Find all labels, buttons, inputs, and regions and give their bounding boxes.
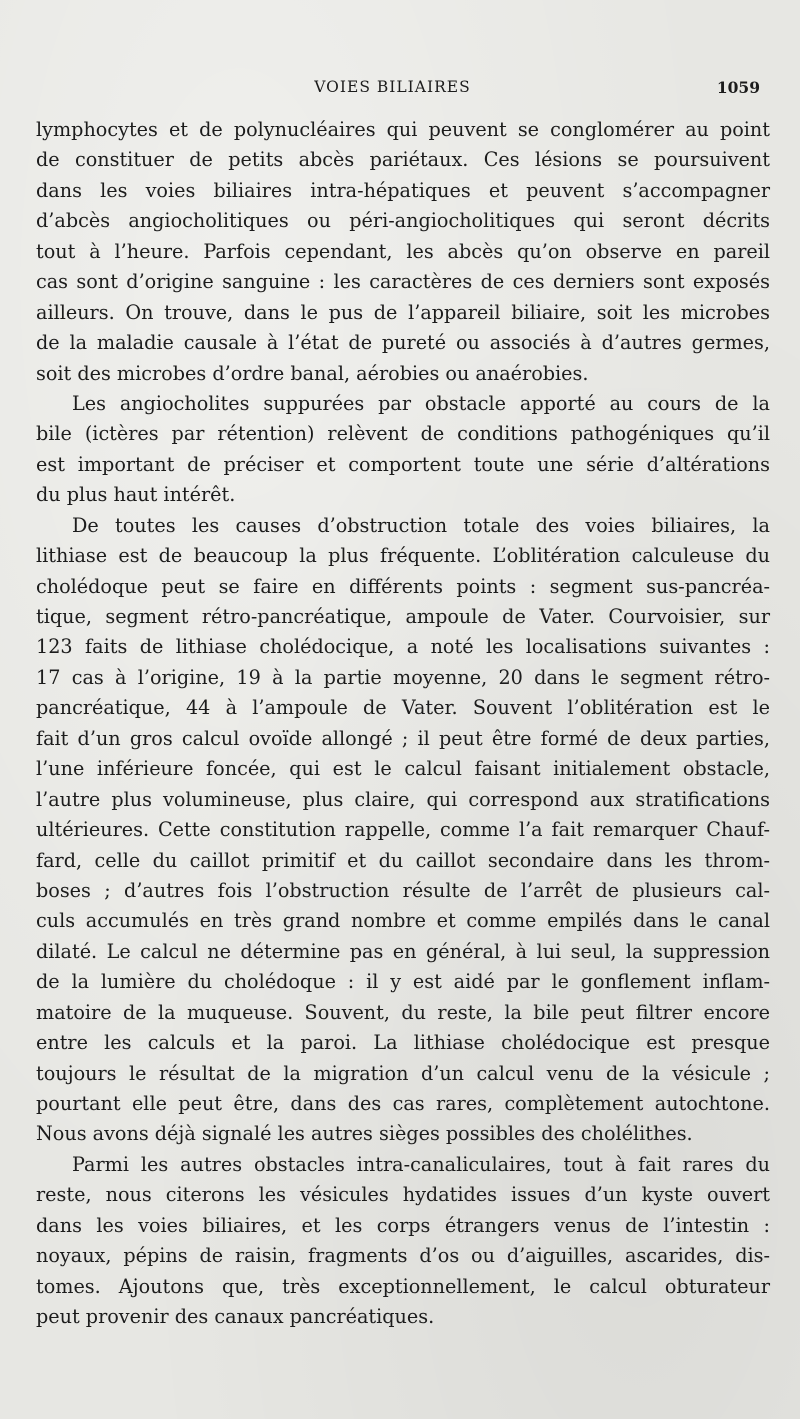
text-line: De toutes les causes d’obstruction totale des voies biliaires, la <box>72 513 770 537</box>
text-line: 17 cas à l’origine, 19 à la partie moyenne, 20 dans le segment rétro- <box>36 665 770 689</box>
text-line: ailleurs. On trouve, dans le pus de l’appareil biliaire, soit les microbes <box>36 300 770 324</box>
text-line: soit des microbes d’ordre banal, aérobies ou anaérobies. <box>36 361 589 385</box>
text-line: fait d’un gros calcul ovoïde allongé ; il peut être formé de deux parties, <box>36 726 770 750</box>
text-line: tique, segment rétro-pancréatique, ampoule de Vater. Courvoisier, sur <box>36 605 770 628</box>
text-line: dans les voies biliaires intra-hépatiques et peuvent s’accompagner <box>36 178 770 202</box>
text-line: Les angiocholites suppurées par obstacle apporté au cours de la <box>72 391 770 415</box>
text-line: pourtant elle peut être, dans des cas rares, complètement autochtone. <box>36 1092 770 1115</box>
text-line: tout à l’heure. Parfois cependant, les abcès qu’on observe en pareil <box>36 239 770 263</box>
text-line: pancréatique, 44 à l’ampoule de Vater. Souvent l’oblitération est le <box>36 696 770 720</box>
text-line: cholédoque peut se faire en différents points : segment sus-pancréa- <box>36 574 770 598</box>
body-text <box>36 115 770 1333</box>
text-line: Parmi les autres obstacles intra-canaliculaires, tout à fait rares du <box>72 1152 770 1176</box>
text-line: dans les voies biliaires, et les corps étrangers venus de l’intestin : <box>36 1213 770 1237</box>
text-line: cas sont d’origine sanguine : les caractères de ces derniers sont exposés <box>36 270 770 294</box>
text-line: peut provenir des canaux pancréatiques. <box>36 1305 435 1329</box>
text-line: toujours le résultat de la migration d’un calcul venu de la vésicule ; <box>36 1061 770 1085</box>
text-line: est important de préciser et comportent toute une série d’altérations <box>36 452 770 476</box>
text-line: l’autre plus volumineuse, plus claire, qui correspond aux stratifications <box>36 787 770 811</box>
text-line: d’abcès angiocholitiques ou péri-angiocholitiques qui seront décrits <box>36 209 770 233</box>
text-line: bile (ictères par rétention) relèvent de conditions pathogéniques qu’il <box>36 422 770 446</box>
text-line: lymphocytes et de polynucléaires qui peuvent se conglomérer au point <box>36 118 770 141</box>
text-line: lithiase est de beaucoup la plus fréquente. L’oblitération calculeuse du <box>36 544 770 568</box>
paragraph <box>36 511 770 1150</box>
text-line: matoire de la muqueuse. Souvent, du reste, la bile peut filtrer encore <box>36 1000 770 1024</box>
text-line: dilaté. Le calcul ne détermine pas en général, à lui seul, la suppression <box>36 939 770 963</box>
text-line: noyaux, pépins de raisin, fragments d’os ou d’aiguilles, ascarides, dis- <box>36 1244 770 1268</box>
text-line: reste, nous citerons les vésicules hydatides issues d’un kyste ouvert <box>36 1183 770 1207</box>
paragraph <box>36 1150 770 1333</box>
text-line: 123 faits de lithiase cholédocique, a noté les localisations suivantes : <box>36 635 770 659</box>
text-line: fard, celle du caillot primitif et du caillot secondaire dans les throm- <box>36 848 770 872</box>
text-line: culs accumulés en très grand nombre et comme empilés dans le canal <box>36 909 770 933</box>
paragraph <box>36 389 770 511</box>
text-line: entre les calculs et la paroi. La lithiase cholédocique est presque <box>36 1031 770 1055</box>
text-line: l’une inférieure foncée, qui est le calcul faisant initialement obstacle, <box>36 757 770 781</box>
text-line: de constituer de petits abcès pariétaux. Ces lésions se poursuivent <box>36 148 770 172</box>
paragraph <box>36 115 770 389</box>
text-line: Nous avons déjà signalé les autres sièges possibles des cholélithes. <box>36 1122 693 1146</box>
text-line: de la lumière du cholédoque : il y est aidé par le gonflement inflam- <box>36 970 770 994</box>
text-line: tomes. Ajoutons que, très exceptionnellement, le calcul obturateur <box>36 1274 770 1298</box>
running-head-title: VOIES BILIAIRES <box>314 78 471 96</box>
text-line: boses ; d’autres fois l’obstruction résulte de l’arrêt de plusieurs cal- <box>36 878 770 902</box>
page-number: 1059 <box>716 78 760 97</box>
running-head <box>0 78 800 100</box>
text-line: ultérieures. Cette constitution rappelle, comme l’a fait remarquer Chauf- <box>36 818 770 842</box>
text-line: de la maladie causale à l’état de pureté ou associés à d’autres germes, <box>36 331 770 355</box>
text-line: du plus haut intérêt. <box>36 483 236 507</box>
